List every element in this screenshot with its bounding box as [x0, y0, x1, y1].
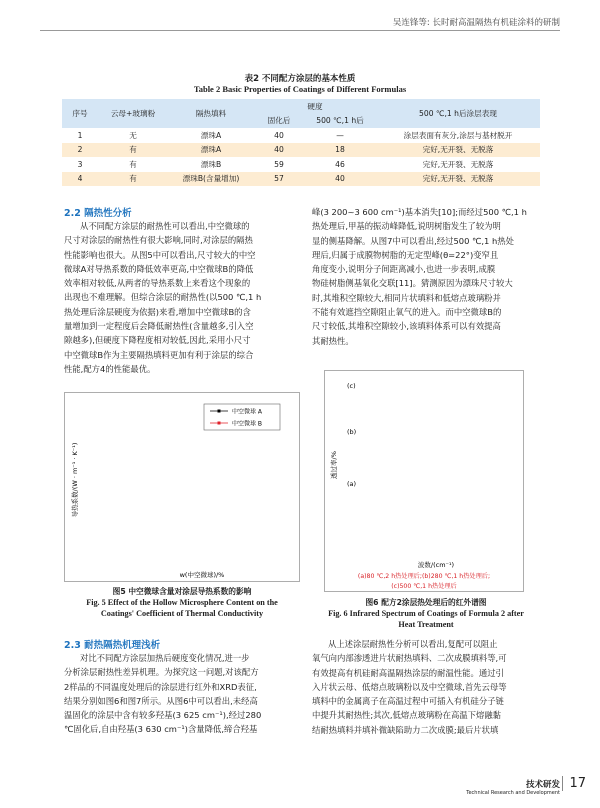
table-row — [62, 128, 540, 143]
table-cell: 2 — [77, 145, 83, 155]
table-cell: 漂珠B — [200, 159, 222, 169]
table-cell: 4 — [77, 174, 83, 184]
text-line: 从不同配方涂层的耐热性可以看出,中空微球的 — [80, 221, 250, 231]
figure-5-caption — [60, 586, 304, 619]
text-line: 显的侧基降解。从图7中可以看出,经过500 ℃,1 h热处 — [312, 235, 514, 246]
text-line: 热处理后涂层硬度为依据)来看,增加中空微球B的含 — [64, 306, 251, 317]
table-cell: 40 — [335, 174, 345, 184]
text-line: 热处理后,甲基的振动峰降低,说明树脂发生了较为明 — [312, 221, 501, 232]
running-head: 吴连锋等: 长时耐高温隔热有机硅涂料的研制 — [392, 18, 560, 28]
table-cell: 59 — [274, 159, 284, 169]
col-header-appearance: 500 ℃,1 h后涂层表现 — [419, 109, 497, 118]
col-header-after500: 500 ℃,1 h后 — [316, 116, 364, 126]
table-cell: 无 — [129, 130, 137, 140]
figure-6-legend-line-2: (c)500 ℃,1 h热处理后 — [391, 583, 457, 590]
table-cell: 漂珠B(含量增加) — [182, 174, 240, 184]
figure-5-caption-en-2: Coatings' Coefficient of Thermal Conductivity — [100, 609, 264, 618]
text-line: 结果分别如图6和图7所示。从图6中可以看出,未经高 — [64, 695, 258, 706]
text-line: 效率相对较低,从两者的导热系数上来看这个现象的 — [64, 278, 251, 289]
figure-6-ylabel: 透过率/% — [330, 451, 338, 479]
figure-5-chart — [64, 392, 300, 582]
figure-5-ylabel: 导热系数/(W · m⁻¹ · K⁻¹) — [71, 442, 79, 518]
section-2-3-text — [64, 651, 300, 737]
table-cell: — — [336, 130, 344, 140]
curve-label-b: (b) — [347, 428, 357, 436]
text-line: 温固化的涂层中含有较多羟基(3 625 cm⁻¹),经过280 — [64, 710, 262, 721]
legend-marker-a — [218, 410, 221, 413]
col-header-hardness: 硬度 — [307, 101, 323, 111]
journal-name: 技术研发 — [525, 780, 560, 790]
table-cell: 漂珠A — [200, 145, 222, 155]
legend-label-b: 中空微球 B — [232, 420, 263, 428]
text-line: 氧气向内部渗透进片状耐热填料、二次成膜填料等,可 — [312, 653, 507, 664]
table-row — [62, 157, 540, 172]
table-title-en: Table 2 Basic Properties of Coatings of Different Formulas — [193, 84, 407, 94]
table-row — [62, 172, 540, 187]
table-cell: 57 — [274, 174, 284, 184]
section-2-2-text — [64, 219, 300, 376]
figure-5-legend — [204, 404, 280, 430]
table-title-zh: 表2 不同配方涂层的基本性质 — [244, 74, 356, 84]
legend-marker-b — [218, 422, 221, 425]
table-row — [62, 143, 540, 158]
table-cell: 完好,无开裂、无脱落 — [422, 174, 494, 184]
text-line: 时,其堆积空隙较大,相同片状填料和低熔点玻璃粉并 — [312, 292, 501, 303]
text-line: 中空微球B作为主要隔热填料更加有利于涂层的综合 — [64, 349, 254, 360]
table-cell: 40 — [274, 145, 284, 155]
figure-6-chart — [324, 370, 524, 592]
table-cell: 有 — [129, 145, 137, 155]
table-cell: 18 — [335, 145, 345, 155]
text-line: 峰(3 200~3 600 cm⁻¹)基本消失[10];而经过500 ℃,1 h — [312, 207, 527, 217]
text-line: 不能有效遮挡空隙阻止氧气的进入。而中空微球B的 — [312, 307, 502, 318]
right-column-bottom-text — [312, 637, 540, 737]
figure-6-caption — [312, 597, 540, 630]
col-header-mica: 云母+玻璃粉 — [110, 109, 156, 118]
figure-5-xlabel: w(中空微球)/% — [179, 571, 225, 579]
text-line: 隙越多),但硬度下降程度相对较低,因此,采用小尺寸 — [64, 335, 251, 346]
text-line: 其耐热性。 — [312, 335, 354, 346]
figure-5-caption-zh: 图5 中空微球含量对涂层导热系数的影响 — [112, 587, 252, 596]
text-line: 对比不同配方涂层加热后硬度变化情况,进一步 — [80, 653, 250, 663]
text-line: 分析涂层耐热性差异机理。为探究这一问题,对该配方 — [64, 667, 259, 678]
text-line: 入片状云母、低熔点玻璃粉以及中空微球,首先云母等 — [312, 681, 507, 692]
curve-label-c: (c) — [347, 382, 356, 390]
table-cell: 46 — [335, 159, 345, 169]
text-line: ℃固化后,自由羟基(3 630 cm⁻¹)含量降低,缔合羟基 — [64, 724, 258, 735]
text-line: 微球A对导热系数的降低效率更高,中空微球B的降低 — [64, 263, 254, 274]
text-line: 性能影响也很大。从图5中可以看出,尺寸较大的中空 — [64, 249, 256, 260]
text-line: 有效提高有机硅耐高温隔热涂层的耐温性能。通过引 — [312, 667, 504, 678]
section-heading-2-3: 2.3 耐热隔热机理浅析 — [64, 640, 161, 651]
table-cell: 有 — [129, 174, 137, 184]
table-cell: 完好,无开裂、无脱落 — [422, 159, 494, 169]
text-line: 填料中的金属离子在高温过程中可插入有机硅分子链 — [312, 696, 504, 707]
col-header-no: 序号 — [72, 109, 88, 118]
table-cell: 40 — [274, 130, 284, 140]
text-line: 量增加到一定程度后会降低耐热性(含量越多,引入空 — [64, 321, 254, 332]
figure-6-caption-en-2: Heat Treatment — [398, 620, 454, 629]
text-line: 角度变小,说明分子间距离减小,也进一步表明,成膜 — [312, 264, 496, 275]
table-cell: 完好,无开裂、无脱落 — [422, 145, 494, 155]
figure-6-xlabel: 波数/(cm⁻¹) — [417, 561, 455, 569]
col-header-filler: 隔热填料 — [195, 109, 227, 118]
table-cell: 涂层表面有灰分,涂层与基材脱开 — [403, 130, 513, 140]
text-line: 出现也不难理解。但综合涂层的耐热性(以500 ℃,1 h — [64, 292, 262, 303]
table-cell: 有 — [129, 159, 137, 169]
figure-6-caption-zh: 图6 配方2涂层热处理后的红外谱图 — [365, 598, 487, 607]
text-line: 尺寸对涂层的耐热性有很大影响,同时,对涂层的隔热 — [64, 235, 253, 246]
text-line: 理后,归属于成膜物树脂的无定型峰(θ=22°)变窄且 — [312, 249, 499, 260]
text-line: 物硅树脂侧基氧化交联[11]。猜测原因为漂珠尺寸较大 — [312, 278, 513, 289]
legend-label-a: 中空微球 A — [232, 408, 263, 416]
page-footer — [466, 776, 586, 796]
header-rule — [40, 30, 560, 31]
table-cell: 3 — [77, 159, 83, 169]
text-line: 尺寸较低,其堆积空隙较小,该填料体系可以有效提高 — [312, 321, 501, 332]
figure-6-legend-line-1: (a)80 ℃,2 h热处理后;(b)280 ℃,1 h热处理后; — [357, 573, 491, 580]
text-line: 中提升其耐热性;其次,低熔点玻璃粉在高温下熔融黏 — [312, 710, 502, 721]
section-heading-2-2: 2.2 隔热性分析 — [64, 208, 132, 219]
text-line: 性能,配方4的性能最优。 — [64, 363, 156, 374]
text-line: 结耐热填料并填补微缺陷助力二次成膜;最后片状填 — [312, 724, 499, 735]
text-line: 从上述涂层耐热性分析可以看出,复配可以阻止 — [328, 639, 498, 649]
curve-label-a: (a) — [347, 480, 357, 488]
table-cell: 1 — [77, 130, 83, 140]
right-column-top-text — [312, 205, 540, 348]
col-header-cured: 固化后 — [267, 116, 291, 126]
figure-5-caption-en-1: Fig. 5 Effect of the Hollow Microsphere Content on the — [86, 598, 278, 607]
figure-6-caption-en-1: Fig. 6 Infrared Spectrum of Coatings of Formula 2 after — [328, 609, 524, 618]
page-number: 17 — [562, 776, 586, 791]
table-cell: 漂珠A — [200, 130, 222, 140]
journal-name-en: Technical Research and Development — [466, 790, 560, 796]
properties-table — [62, 99, 540, 186]
text-line: 2样品的不同温度处理后的涂层进行红外和XRD表征, — [64, 681, 257, 692]
